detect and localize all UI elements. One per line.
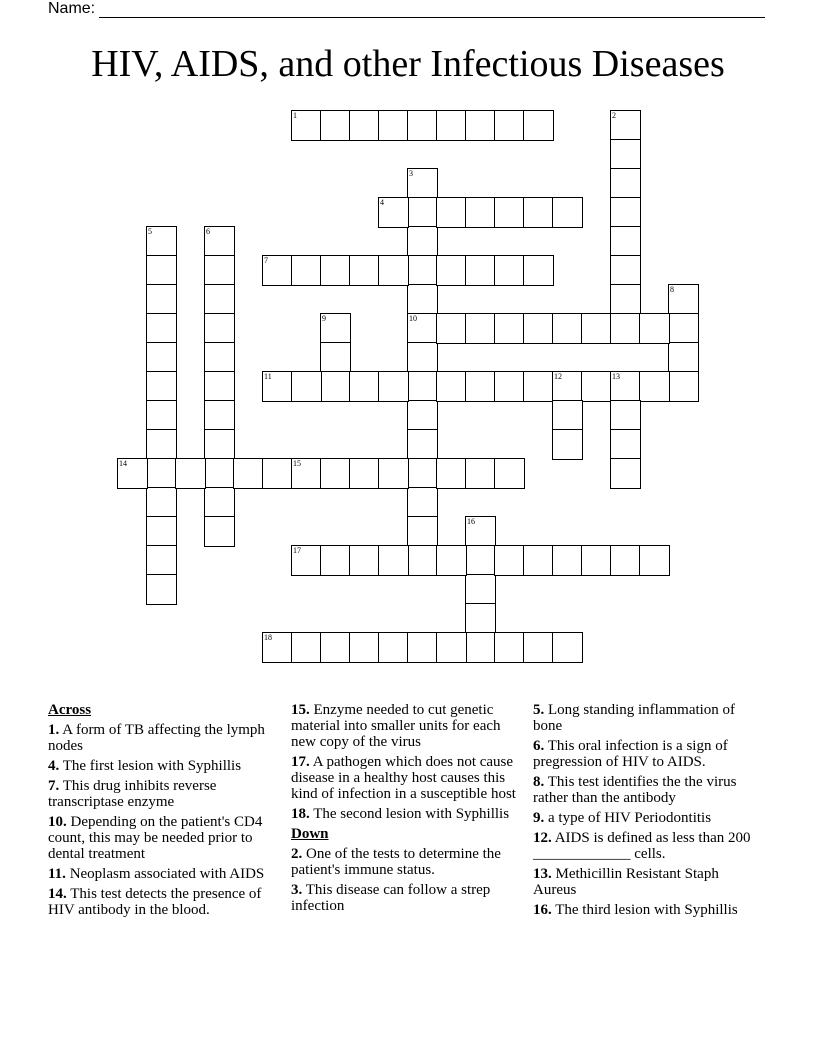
grid-cell[interactable] <box>146 342 177 373</box>
clues-column-3 <box>533 702 755 922</box>
grid-cell[interactable] <box>146 400 177 431</box>
grid-cell[interactable] <box>233 458 264 489</box>
grid-cell[interactable] <box>204 429 235 460</box>
grid-cell[interactable] <box>465 255 496 286</box>
grid-cell[interactable] <box>349 110 380 141</box>
grid-cell[interactable] <box>465 458 496 489</box>
grid-cell[interactable] <box>204 284 235 315</box>
grid-cell[interactable] <box>610 168 641 199</box>
grid-cell[interactable] <box>320 342 351 373</box>
grid-cell[interactable] <box>465 313 496 344</box>
grid-cell[interactable] <box>494 545 525 576</box>
clue-number: 12 <box>554 372 562 381</box>
grid-cell[interactable] <box>523 632 554 663</box>
grid-cell[interactable] <box>436 110 467 141</box>
grid-cell[interactable] <box>465 574 496 605</box>
clue-down-12: 12. AIDS is defined as less than 200 _____________ cells. <box>533 830 751 862</box>
grid-cell[interactable] <box>291 255 322 286</box>
grid-cell[interactable] <box>465 603 496 634</box>
grid-cell[interactable] <box>494 371 525 402</box>
grid-cell[interactable] <box>610 371 641 402</box>
grid-cell[interactable] <box>610 226 641 257</box>
grid-cell[interactable] <box>581 545 612 576</box>
grid-cell[interactable] <box>146 545 177 576</box>
grid-cell[interactable] <box>146 458 177 489</box>
grid-cell[interactable] <box>204 342 235 373</box>
clue-down-6: 6. This oral infection is a sign of pregression of HIV to AIDS. <box>533 738 728 770</box>
grid-cell[interactable] <box>320 458 351 489</box>
grid-cell[interactable] <box>668 313 699 344</box>
grid-cell[interactable] <box>465 371 496 402</box>
clue-down-9: 9. a type of HIV Periodontitis <box>533 810 712 826</box>
clue-down-13: 13. Methicillin Resistant Staph Aureus <box>533 866 719 898</box>
grid-cell[interactable] <box>465 110 496 141</box>
grid-cell[interactable] <box>436 632 467 663</box>
clue-across-1: 1. A form of TB affecting the lymph nodes <box>48 722 265 754</box>
grid-cell[interactable] <box>407 342 438 373</box>
clue-down-3: 3. This disease can follow a strep infection <box>291 882 491 914</box>
clue-number: 6 <box>206 227 210 236</box>
grid-cell[interactable] <box>291 371 322 402</box>
clue-number: 9 <box>322 314 326 323</box>
grid-cell[interactable] <box>378 545 409 576</box>
grid-cell[interactable] <box>146 255 177 286</box>
grid-cell[interactable] <box>320 632 351 663</box>
grid-cell[interactable] <box>407 429 438 460</box>
grid-cell[interactable] <box>465 632 496 663</box>
down-heading: Down <box>291 826 329 842</box>
clue-number: 17 <box>293 546 301 555</box>
grid-cell[interactable] <box>407 255 438 286</box>
grid-cell[interactable] <box>146 516 177 547</box>
grid-cell[interactable] <box>262 255 293 286</box>
grid-cell[interactable] <box>407 284 438 315</box>
grid-cell[interactable] <box>146 574 177 605</box>
grid-cell[interactable] <box>146 429 177 460</box>
clue-number: 7 <box>264 256 268 265</box>
clue-across-15: 15. Enzyme needed to cut genetic material into smaller units for each new copy of the virus <box>291 702 501 750</box>
grid-cell[interactable] <box>378 255 409 286</box>
grid-cell[interactable] <box>349 632 380 663</box>
grid-cell[interactable] <box>320 545 351 576</box>
grid-cell[interactable] <box>320 255 351 286</box>
grid-cell[interactable] <box>146 226 177 257</box>
clue-number: 11 <box>264 372 272 381</box>
clue-across-18: 18. The second lesion with Syphillis <box>291 806 510 822</box>
grid-cell[interactable] <box>581 371 612 402</box>
grid-cell[interactable] <box>407 516 438 547</box>
grid-cell[interactable] <box>407 458 438 489</box>
grid-cell[interactable] <box>436 255 467 286</box>
grid-cell[interactable] <box>146 284 177 315</box>
grid-cell[interactable] <box>552 313 583 344</box>
grid-cell[interactable] <box>291 458 322 489</box>
grid-cell[interactable] <box>407 168 438 199</box>
clue-number: 1 <box>293 111 297 120</box>
grid-cell[interactable] <box>552 371 583 402</box>
grid-cell[interactable] <box>204 400 235 431</box>
grid-cell[interactable] <box>639 371 670 402</box>
clue-number: 18 <box>264 633 272 642</box>
clue-number: 15 <box>293 459 301 468</box>
grid-cell[interactable] <box>639 545 670 576</box>
page-title: HIV, AIDS, and other Infectious Diseases <box>91 43 725 85</box>
grid-cell[interactable] <box>204 313 235 344</box>
grid-cell[interactable] <box>407 632 438 663</box>
grid-cell[interactable] <box>610 429 641 460</box>
grid-cell[interactable] <box>320 313 351 344</box>
clue-number: 14 <box>119 459 127 468</box>
clues-column-1 <box>48 702 273 922</box>
grid-cell[interactable] <box>407 400 438 431</box>
grid-cell[interactable] <box>146 371 177 402</box>
grid-cell[interactable] <box>204 458 235 489</box>
clue-across-14: 14. This test detects the presence of HIV antibody in the blood. <box>48 886 262 918</box>
grid-cell[interactable] <box>407 197 438 228</box>
grid-cell[interactable] <box>610 545 641 576</box>
grid-cell[interactable] <box>407 371 438 402</box>
grid-cell[interactable] <box>494 632 525 663</box>
clue-number: 16 <box>467 517 475 526</box>
grid-cell[interactable] <box>349 545 380 576</box>
grid-cell[interactable] <box>175 458 206 489</box>
clue-number: 8 <box>670 285 674 294</box>
grid-cell[interactable] <box>610 284 641 315</box>
grid-cell[interactable] <box>378 458 409 489</box>
clue-across-17: 17. A pathogen which does not cause disease in a healthy host causes this kind of infection in a susceptible host <box>291 754 516 802</box>
clue-across-7: 7. This drug inhibits reverse transcriptase enzyme <box>48 778 217 810</box>
clue-down-8: 8. This test identifies the the virus rather than the antibody <box>533 774 737 806</box>
grid-cell[interactable] <box>291 545 322 576</box>
grid-cell[interactable] <box>291 632 322 663</box>
clue-across-4: 4. The first lesion with Syphillis <box>48 758 242 774</box>
grid-cell[interactable] <box>523 255 554 286</box>
grid-cell[interactable] <box>668 284 699 315</box>
grid-cell[interactable] <box>523 371 554 402</box>
grid-cell[interactable] <box>494 110 525 141</box>
grid-cell[interactable] <box>291 110 322 141</box>
grid-cell[interactable] <box>349 255 380 286</box>
grid-cell[interactable] <box>146 487 177 518</box>
grid-cell[interactable] <box>610 313 641 344</box>
clue-number: 5 <box>148 227 152 236</box>
grid-cell[interactable] <box>320 110 351 141</box>
grid-cell[interactable] <box>610 400 641 431</box>
grid-cell[interactable] <box>407 487 438 518</box>
grid-cell[interactable] <box>378 371 409 402</box>
clue-down-16: 16. The third lesion with Syphillis <box>533 902 738 918</box>
grid-cell[interactable] <box>436 371 467 402</box>
grid-cell[interactable] <box>320 371 351 402</box>
grid-cell[interactable] <box>552 429 583 460</box>
grid-cell[interactable] <box>436 545 467 576</box>
grid-cell[interactable] <box>610 139 641 170</box>
clue-down-2: 2. One of the tests to determine the patient's immune status. <box>291 846 501 878</box>
grid-cell[interactable] <box>523 313 554 344</box>
grid-cell[interactable] <box>668 371 699 402</box>
grid-cell[interactable] <box>407 545 438 576</box>
grid-cell[interactable] <box>552 632 583 663</box>
grid-cell[interactable] <box>146 313 177 344</box>
grid-cell[interactable] <box>494 313 525 344</box>
grid-cell[interactable] <box>204 516 235 547</box>
grid-cell[interactable] <box>465 197 496 228</box>
grid-cell[interactable] <box>494 255 525 286</box>
grid-cell[interactable] <box>407 226 438 257</box>
grid-cell[interactable] <box>639 313 670 344</box>
grid-cell[interactable] <box>523 110 554 141</box>
clue-down-5: 5. Long standing inflammation of bone <box>533 702 736 734</box>
grid-cell[interactable] <box>436 197 467 228</box>
clue-number: 10 <box>409 314 417 323</box>
grid-cell[interactable] <box>581 313 612 344</box>
grid-cell[interactable] <box>494 197 525 228</box>
grid-cell[interactable] <box>262 371 293 402</box>
grid-cell[interactable] <box>610 255 641 286</box>
clue-across-10: 10. Depending on the patient's CD4 count, this may be needed prior to dental treatment <box>48 814 263 862</box>
grid-cell[interactable] <box>378 110 409 141</box>
grid-cell[interactable] <box>552 400 583 431</box>
clues-column-2 <box>291 702 523 918</box>
grid-cell[interactable] <box>262 632 293 663</box>
clue-number: 4 <box>380 198 384 207</box>
clue-number: 2 <box>612 111 616 120</box>
clue-across-11: 11. Neoplasm associated with AIDS <box>48 866 265 882</box>
grid-cell[interactable] <box>378 632 409 663</box>
grid-cell[interactable] <box>378 197 409 228</box>
grid-cell[interactable] <box>349 458 380 489</box>
grid-cell[interactable] <box>204 255 235 286</box>
across-heading: Across <box>48 702 92 718</box>
grid-cell[interactable] <box>436 313 467 344</box>
grid-cell[interactable] <box>204 487 235 518</box>
grid-cell[interactable] <box>407 110 438 141</box>
grid-cell[interactable] <box>610 458 641 489</box>
clue-number: 13 <box>612 372 620 381</box>
name-label: Name: <box>48 0 96 17</box>
grid-cell[interactable] <box>465 545 496 576</box>
grid-cell[interactable] <box>117 458 148 489</box>
grid-cell[interactable] <box>523 545 554 576</box>
grid-cell[interactable] <box>436 458 467 489</box>
grid-cell[interactable] <box>465 516 496 547</box>
clue-number: 3 <box>409 169 413 178</box>
grid-cell[interactable] <box>523 197 554 228</box>
grid-cell[interactable] <box>262 458 293 489</box>
grid-cell[interactable] <box>668 342 699 373</box>
grid-cell[interactable] <box>610 110 641 141</box>
grid-cell[interactable] <box>610 197 641 228</box>
grid-cell[interactable] <box>494 458 525 489</box>
grid-cell[interactable] <box>204 226 235 257</box>
grid-cell[interactable] <box>204 371 235 402</box>
grid-cell[interactable] <box>349 371 380 402</box>
grid-cell[interactable] <box>552 197 583 228</box>
grid-cell[interactable] <box>552 545 583 576</box>
grid-cell[interactable] <box>407 313 438 344</box>
